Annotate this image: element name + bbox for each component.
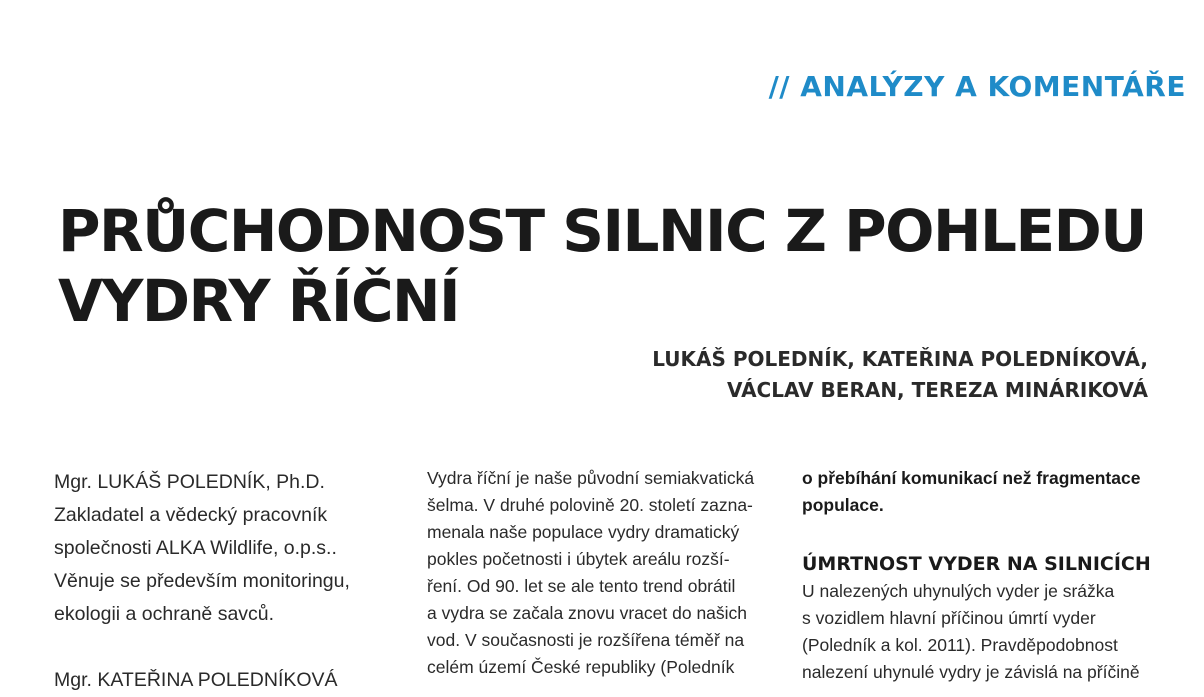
- body-column-middle: [427, 465, 777, 681]
- lead-text: [802, 465, 1152, 519]
- bio-person-1: [54, 466, 384, 631]
- title-line: VYDRY ŘÍČNÍ: [58, 267, 460, 335]
- section-heading: ÚMRTNOST VYDER NA SILNICÍCH: [802, 553, 1151, 575]
- article-title: [58, 196, 1158, 336]
- body-line: ření. Od 90. let se ale tento trend obrátil: [427, 576, 736, 596]
- body-line: šelma. V druhé polovině 20. století zazna-: [427, 495, 753, 515]
- lead-line: o přebíhání komunikací než fragmentace: [802, 468, 1141, 488]
- body-line: pokles početnosti i úbytek areálu rozší-: [427, 549, 730, 569]
- body-line: U nalezených uhynulých vyder je srážka: [802, 581, 1115, 601]
- body-line: s vozidlem hlavní příčinou úmrtí vyder: [802, 608, 1096, 628]
- authors-line: VÁCLAV BERAN, TEREZA MINÁRIKOVÁ: [726, 378, 1148, 402]
- bio-line: Věnuje se především monitoringu,: [54, 570, 350, 592]
- lead-line: populace.: [802, 495, 884, 515]
- body-line: nalezení uhynulé vydry je závislá na příčině: [802, 662, 1140, 682]
- title-line: PRŮCHODNOST SILNIC Z POHLEDU: [58, 197, 1146, 265]
- authors-line: LUKÁŠ POLEDNÍK, KATEŘINA POLEDNÍKOVÁ,: [652, 347, 1148, 371]
- body-column-right: [802, 465, 1152, 686]
- body-line: (Poledník a kol. 2011). Pravděpodobnost: [802, 635, 1118, 655]
- body-line: menala naše populace vydry dramatický: [427, 522, 740, 542]
- section-tag: // ANALÝZY A KOMENTÁŘE: [768, 70, 1186, 103]
- bio-line: společnosti ALKA Wildlife, o.p.s..: [54, 537, 337, 559]
- body-line: a vydra se začala znovu vracet do našich: [427, 603, 748, 623]
- bio-line: Mgr. LUKÁŠ POLEDNÍK, Ph.D.: [54, 471, 325, 493]
- bio-line: ekologii a ochraně savců.: [54, 603, 275, 625]
- body-line: celém území České republiky (Poledník: [427, 657, 735, 677]
- body-line: Vydra říční je naše původní semiakvatická: [427, 468, 755, 488]
- bio-line: Zakladatel a vědecký pracovník: [54, 504, 328, 526]
- bio-line: Mgr. KATEŘINA POLEDNÍKOVÁ: [54, 669, 338, 691]
- bio-person-2: [54, 664, 384, 697]
- body-line: vod. V současnosti je rozšířena téměř na: [427, 630, 745, 650]
- article-authors: [652, 344, 1148, 406]
- author-bio: [54, 466, 384, 697]
